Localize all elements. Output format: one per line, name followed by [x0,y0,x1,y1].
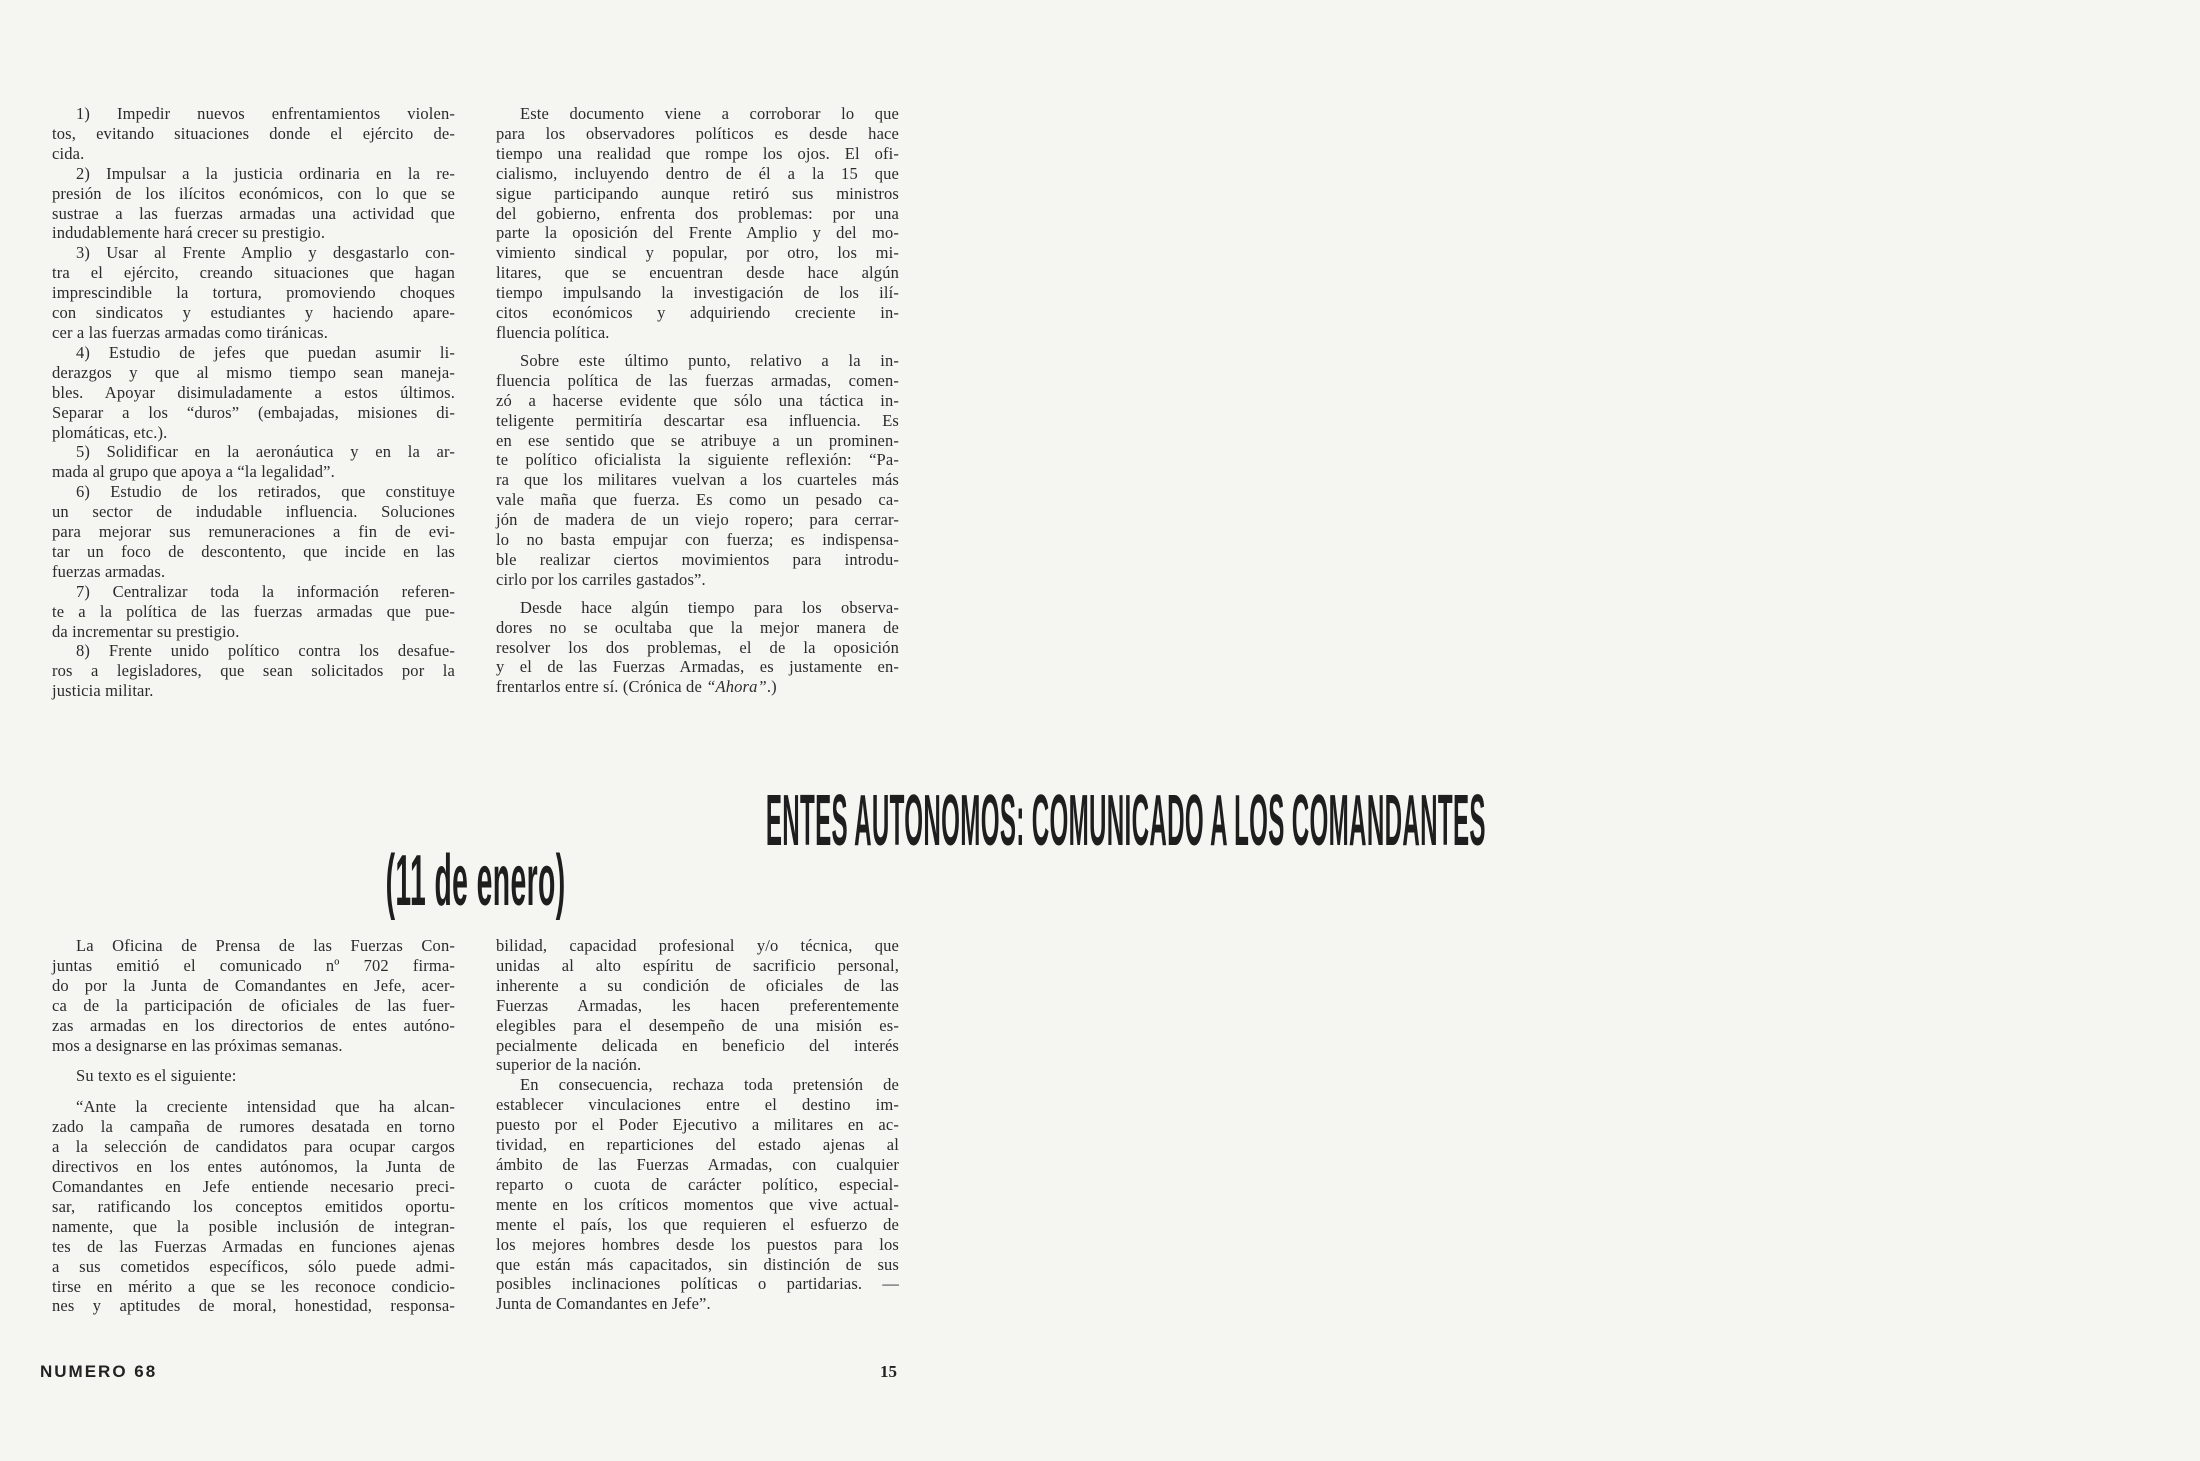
text-line: bilidad, capacidad profesional y/o técnica, que [496,936,899,955]
text-line: plomáticas, etc.). [52,422,168,442]
bottom-left-column [52,936,455,1316]
text-line: en ese sentido que se atribuye a un prominen- [496,430,899,450]
text-line: Junta de Comandantes en Jefe”. [496,1294,711,1314]
text-line: tiempo impulsando la investigación de los ilí- [496,283,899,303]
text-line: citos económicos y adquiriendo creciente in- [496,303,899,323]
text-line: Este documento viene a corroborar lo que [520,104,899,123]
text-line: cer a las fuerzas armadas como tiránicas. [52,322,328,342]
issue-number: NUMERO 68 [40,1362,158,1381]
text-line: del gobierno, enfrenta dos problemas: por una [496,203,899,223]
text-line: puesto por el Poder Ejecutivo a militares en ac- [496,1115,899,1135]
text-line: y el de las Fuerzas Armadas, es justamente en- [496,657,899,677]
text-line: establecer vinculaciones entre el destino im- [496,1095,899,1115]
text-line: un sector de indudable influencia. Soluciones [52,502,455,522]
text-line: sigue participando aunque retiró sus ministros [496,183,899,203]
text-line: 2) Impulsar a la justicia ordinaria en la re- [76,163,455,183]
headline-date: (11 de enero) [385,841,566,921]
list-item-4 [52,343,455,443]
top-left-column [52,104,455,701]
headline-row-2 [52,841,900,921]
text-line: los mejores hombres desde los puestos para los [496,1234,899,1254]
text-line: tra el ejército, creando situaciones que hagan [52,263,455,283]
list-item-5 [52,442,455,482]
text-line: Comandantes en Jefe entiende necesario preci- [52,1176,455,1196]
text-line: imprescindible la tortura, promoviendo choques [52,283,455,303]
text-line: presión de los ilícitos económicos, con lo que se [52,183,455,203]
text-line: jón de madera de un viejo ropero; para cerrar- [496,510,899,530]
text-line: tiempo una realidad que rompe los ojos. El ofi- [496,143,899,163]
tail-end: .) [766,677,777,697]
text-line: Desde hace algún tiempo para los observa- [520,597,899,617]
text-line: reparto o cuota de carácter político, especial- [496,1174,899,1194]
text-line: que están más capacitados, sin distinción de sus [496,1254,899,1274]
text-line: ros a legisladores, que sean solicitados por la [52,661,455,681]
text-line: cialismo, incluyendo dentro de él a la 15 que [496,163,899,183]
text-line: ble realizar ciertos movimientos para introdu- [496,549,899,569]
text-line: 7) Centralizar toda la información referen- [76,581,455,601]
list-item-7 [52,582,455,642]
list-item-1 [52,104,455,164]
text-line: sustrae a las fuerzas armadas una actividad que [52,203,455,223]
text-line: Fuerzas Armadas, les hacen preferentemente [496,995,899,1015]
list-item-8 [52,641,455,701]
text-line: 6) Estudio de los retirados, que constituye [76,482,455,502]
source-title: “Ahora” [706,677,767,697]
text-line: inherente a su condición de oficiales de las [496,975,899,995]
text-line: zó a hacerse evidente que sólo una táctica in- [496,390,899,410]
text-line: 5) Solidificar en la aeronáutica y en la ar- [76,442,455,462]
text-line: parte la oposición del Frente Amplio y del mo- [496,223,899,243]
text-line: resolver los dos problemas, el de la oposición [496,637,899,657]
text-line: con sindicatos y estudiantes y haciendo apare- [52,303,455,323]
text-line: 1) Impedir nuevos enfrentamientos violen- [76,104,455,123]
text-line: Su texto es el siguiente: [76,1066,237,1086]
paragraph-comunicado-start [52,1097,455,1316]
text-line: teligente permitiría descartar esa influencia. Es [496,410,899,430]
text-line: lo no basta empujar con fuerza; es indispensa- [496,530,899,550]
text-line: “Ante la creciente intensidad que ha alcan- [76,1097,455,1117]
text-line: Separar a los “duros” (embajadas, misiones di- [52,402,455,422]
text-line: vale maña que fuerza. Es como un pesado ca- [496,490,899,510]
paragraph-su-texto [52,1066,455,1086]
text-line: ámbito de las Fuerzas Armadas, con cualquier [496,1154,899,1174]
text-line: directivos en los entes autónomos, la Junta de [52,1157,455,1177]
list-item-3 [52,243,455,343]
text-line: La Oficina de Prensa de las Fuerzas Con- [76,936,455,955]
text-line: mente en los críticos momentos que vive actual- [496,1194,899,1214]
text-line: dores no se ocultaba que la mejor manera de [496,617,899,637]
text-line: vimiento sindical y popular, por otro, los mi- [496,243,899,263]
text-line: pecialmente delicada en beneficio del interés [496,1035,899,1055]
text-line: te político oficialista la siguiente reflexión: “Pa- [496,450,899,470]
text-line: tar un foco de descontento, que incide en las [52,541,455,561]
text-line: nes y aptitudes de moral, honestidad, responsa- [52,1296,455,1316]
text-line: superior de la nación. [496,1055,642,1075]
text-line: tes de las Fuerzas Armadas en funciones ajenas [52,1236,455,1256]
text-line: mada al grupo que apoya a “la legalidad”. [52,462,335,482]
text-line: ca de la participación de oficiales de las fuer- [52,995,455,1015]
tail-text: frentarlos entre sí. (Crónica de [496,677,707,697]
paragraph-comunicado-cont [496,936,899,1075]
text-line: mos a designarse en las próximas semanas. [52,1035,343,1055]
text-line: fluencia política. [496,322,610,342]
headline-title: ENTES AUTONOMOS: COMUNICADO A LOS COMANDANTES [765,781,1486,861]
text-line: da incrementar su prestigio. [52,621,240,641]
text-line: justicia militar. [52,681,154,701]
text-line: para los observadores políticos es desde hace [496,123,899,143]
text-line: En consecuencia, rechaza toda pretensión de [520,1075,899,1095]
paragraph-desde-hace [496,598,899,698]
text-line: unidas al alto espíritu de sacrificio personal, [496,955,899,975]
paragraph-en-consecuencia [496,1075,899,1314]
text-line: zado la campaña de rumores desatada en torno [52,1117,455,1137]
paragraph-documento [496,104,899,343]
text-line: juntas emitió el comunicado nº 702 firma- [52,955,455,975]
top-right-column [496,104,899,697]
list-item-6 [52,482,455,582]
paragraph-ultimo-punto [496,351,899,590]
text-line: litares, que se encuentran desde hace algún [496,263,899,283]
text-line: fuerzas armadas. [52,561,166,581]
text-line: Sobre este último punto, relativo a la in- [520,350,899,370]
text-line: 3) Usar al Frente Amplio y desgastarlo con- [76,243,455,263]
text-line: tirse en mérito a que se les reconoce condicio- [52,1276,455,1296]
text-line: tos, evitando situaciones donde el ejército de- [52,123,455,143]
list-item-2 [52,164,455,244]
text-line: 4) Estudio de jefes que puedan asumir li- [76,342,455,362]
page-number: 15 [880,1362,897,1381]
text-line: fluencia política de las fuerzas armadas, comen- [496,370,899,390]
text-line: mente el país, los que requieren el esfuerzo de [496,1214,899,1234]
text-line: sar, ratificando los conceptos emitidos oportu- [52,1196,455,1216]
text-line: cida. [52,143,85,163]
paragraph-oficina-prensa [52,936,455,1055]
text-line: bles. Apoyar disimuladamente a estos últimos. [52,382,455,402]
text-line: elegibles para el desempeño de una misión es- [496,1015,899,1035]
text-line: ra que los militares vuelvan a los cuarteles más [496,470,899,490]
paragraph-desde-hace-body [496,598,899,678]
text-line: para mejorar sus remuneraciones a fin de evi- [52,522,455,542]
bottom-right-column [496,936,899,1314]
text-line: zas armadas en los directorios de entes autóno- [52,1015,455,1035]
paragraph-desde-hace-last-line [496,677,899,697]
text-line: derazgos y que al mismo tiempo sean maneja- [52,362,455,382]
text-line: a sus cometidos específicos, sólo puede admi- [52,1256,455,1276]
text-line: tividad, en reparticiones del estado ajenas al [496,1135,899,1155]
text-line: 8) Frente unido político contra los desafue- [76,641,455,661]
text-line: do por la Junta de Comandantes en Jefe, acer- [52,975,455,995]
text-line: te a la política de las fuerzas armadas que pue- [52,601,455,621]
text-line: posibles inclinaciones políticas o partidarias. — [496,1274,899,1294]
text-line: indudablemente hará crecer su prestigio. [52,223,326,243]
text-line: namente, que la posible inclusión de integran- [52,1216,455,1236]
text-line: a la selección de candidatos para ocupar cargos [52,1137,455,1157]
text-line: cirlo por los carriles gastados”. [496,569,706,589]
